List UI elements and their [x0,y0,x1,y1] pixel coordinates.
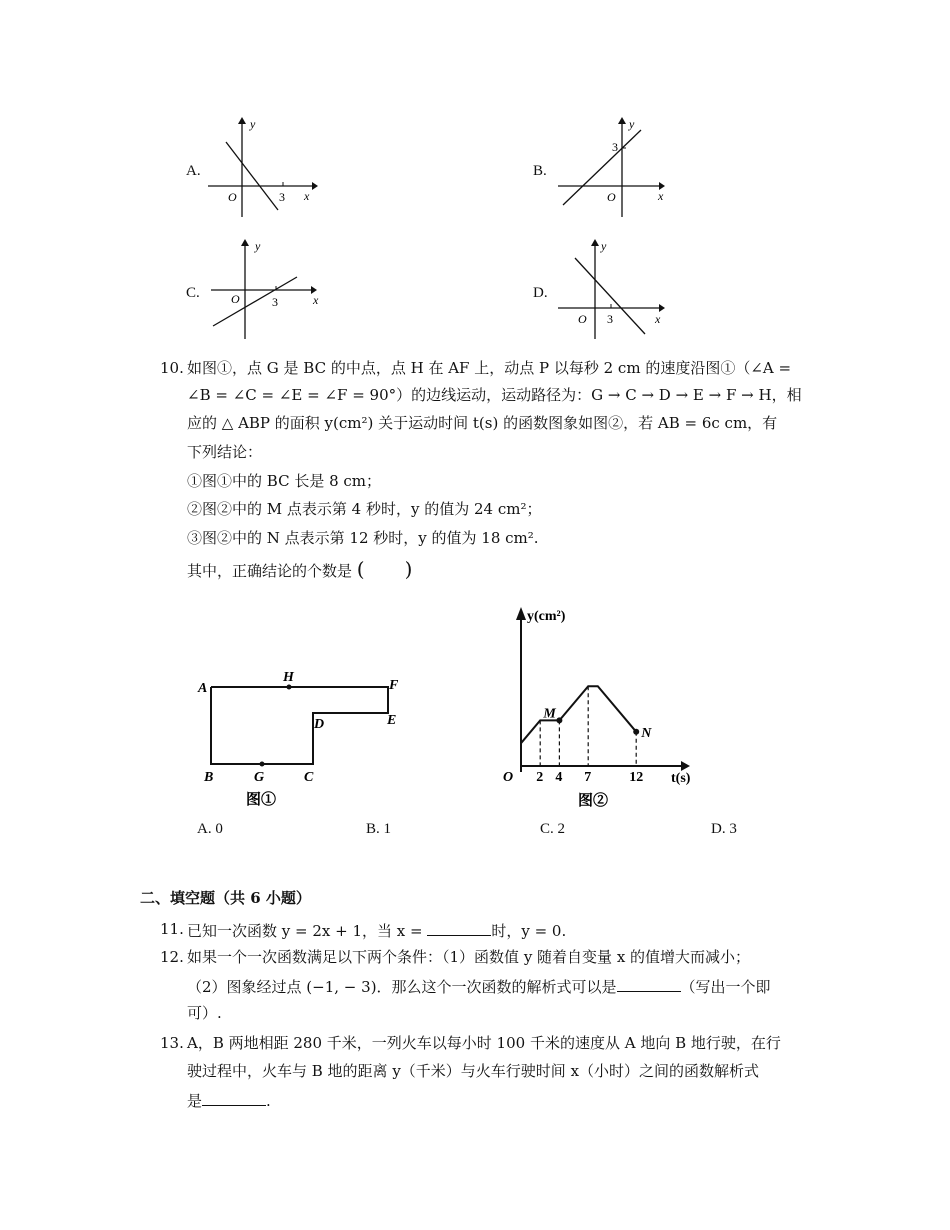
figure-2-caption: 图② [578,793,609,809]
option-b-graph [555,112,675,222]
svg-text:B: B [204,770,214,785]
x-tick-12: 12 [629,770,644,785]
q11-text: 已知一次函数 y = 2x + 1，当 x = 时，y = 0. [187,922,567,940]
origin-label: O [231,292,240,306]
axis-y-label: y [250,117,256,131]
option-d-label: D. [533,285,548,301]
axis-x-label: x [304,189,310,203]
y-axis-label: y(cm²) [527,609,566,624]
choice-c: C. 2 [540,821,566,837]
q13-line-3: 是 . [187,1092,271,1110]
point-label-n: N [641,725,652,741]
figure-1-caption: 图① [246,792,277,808]
axis-x-label: x [658,189,664,203]
q12-number: 12. [160,948,184,966]
axis-x-label: x [655,312,661,326]
q10-conclusion-1: ①图①中的 BC 长是 8 cm； [187,472,382,490]
point-n [633,729,639,735]
section-title: 二、填空题（共 6 小题） [140,889,311,907]
svg-text:D: D [314,717,325,732]
q10-line-1: 如图①，点 G 是 BC 的中点，点 H 在 AF 上，动点 P 以每秒 2 cm 的速度沿图①（∠A = [187,359,792,377]
q13-line-2: 驶过程中，火车与 B 地的距离 y（千米）与火车行驶时间 x（小时）之间的函数解析式 [187,1062,760,1080]
answer-blank [427,922,491,936]
q10-line-2: ∠B = ∠C = ∠E = ∠F = 90°）的边线运动，运动路径为：G → C → D → E → F → H，相 [187,386,802,404]
option-c-graph [205,234,325,344]
figure-1 [195,665,410,815]
tick-label: 3 [279,190,285,204]
svg-text:F: F [389,678,399,693]
choice-d: D. 3 [711,821,737,837]
option-b-label: B. [533,163,547,179]
x-tick-7: 7 [584,770,592,785]
series-line [521,686,636,743]
origin-label: O [503,770,514,785]
q10-question: 其中，正确结论的个数是 ( ) [187,557,413,581]
svg-text:A: A [198,681,208,696]
axis-y-label: y [601,239,607,253]
axis-y-label: y [255,239,261,253]
q10-conclusion-2: ②图②中的 M 点表示第 4 秒时，y 的值为 24 cm²； [187,500,542,518]
svg-text:E: E [387,713,397,728]
option-a-label: A. [186,163,201,179]
axis-y-label: y [629,117,635,131]
x-axis-label: t(s) [671,771,691,786]
answer-blank [202,1092,266,1106]
svg-text:H: H [283,670,294,685]
tick-label: 3 [272,295,278,309]
origin-label: O [228,190,237,204]
q10-conclusion-3: ③图②中的 N 点表示第 12 秒时，y 的值为 18 cm². [187,529,539,547]
q12-line-3: 可）. [187,1004,222,1022]
svg-text:C: C [304,770,314,785]
tick-label: 3 [607,312,613,326]
origin-label: O [607,190,616,204]
q13-line-1: A，B 两地相距 280 千米，一列火车以每小时 100 千米的速度从 A 地向 B 地行驶，在行 [187,1034,781,1052]
q12-line-2: （2）图象经过点 (−1, − 3)．那么这个一次函数的解析式可以是 （写出一个即 [187,978,771,996]
figure-2-chart [495,600,695,815]
point-h [287,685,292,690]
q10-line-3: 应的 △ ABP 的面积 y(cm²) 关于运动时间 t(s) 的函数图象如图②，若 AB = 6c cm，有 [187,414,778,432]
choice-b: B. 1 [366,821,392,837]
tick-label: 3 [612,140,618,154]
answer-paren: ( ) [356,557,413,581]
x-tick-2: 2 [536,770,544,785]
q10-line-4: 下列结论： [187,443,263,461]
choice-a: A. 0 [197,821,223,837]
point-g [260,762,265,767]
origin-label: O [578,312,587,326]
q11-number: 11. [160,920,184,938]
option-d-graph [555,234,675,344]
x-tick-4: 4 [555,770,563,785]
option-a-graph [200,112,320,222]
axis-x-label: x [313,293,319,307]
point-m [556,717,562,723]
q13-number: 13. [160,1034,184,1052]
answer-blank [617,978,681,992]
q10-number: 10. [160,359,184,377]
point-label-m: M [543,706,556,722]
q12-line-1: 如果一个一次函数满足以下两个条件：（1）函数值 y 随着自变量 x 的值增大而减小； [187,948,751,966]
svg-text:G: G [254,770,265,785]
option-c-label: C. [186,285,200,301]
